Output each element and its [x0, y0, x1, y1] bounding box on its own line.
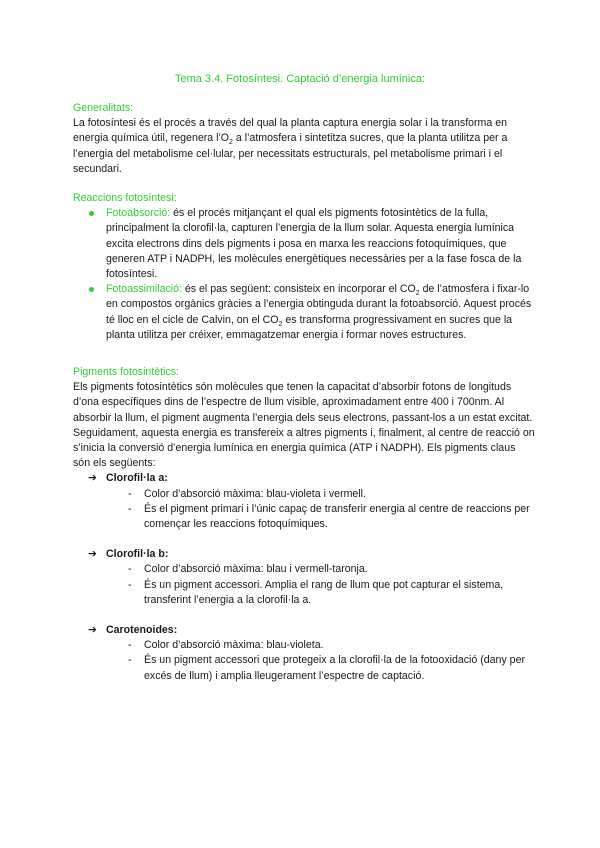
section-reaccions [73, 191, 535, 343]
pigment-heading [73, 623, 535, 638]
list-item [73, 502, 535, 532]
list-item [73, 638, 535, 653]
point-text: És un pigment accessori que protegeix a la clorofil·la de la fotooxidació (dany per excés de llum) i amplia lleugerament l’espectre de captació. [144, 654, 525, 682]
pigment-name: Carotenoides: [106, 624, 178, 637]
bullet-dot-icon [89, 287, 94, 292]
arrow-right-icon: ➔ [88, 548, 97, 561]
pigments-intro: Els pigments fotosintètics són molècules que tenen la capacitat d’absorbir fotons de longituds d’ona específiques dins de l’espectre de llum visible, aproximadament entre 400 i 700nm. Al absorbir la llum, el pigment augmenta l’energia dels seus electrons, passant-los a un estat excitat. Seguidament, aquesta energia es transfereix a altres pigments i, finalment, al centre de reacció on s’inicia la conversió d’energia lumínica en energia química (ATP i NADPH). Els pigments claus són els següents: [73, 381, 535, 470]
dash-icon: - [128, 487, 132, 500]
list-item [73, 562, 535, 577]
point-text: És el pigment primari i l’únic capaç de transferir energia al centre de reaccions per començar les reaccions fotoquímiques. [144, 502, 530, 531]
co2-subscript: 2 [278, 320, 283, 328]
list-item [73, 578, 535, 608]
dash-icon: - [128, 502, 132, 515]
bullet-dot-icon [89, 211, 94, 216]
pigment-points [73, 638, 535, 684]
co2-subscript: 2 [415, 290, 420, 298]
pigment-heading [73, 547, 535, 562]
dash-icon: - [128, 639, 132, 652]
dash-icon: - [128, 654, 132, 667]
pigment-clorofila-a [73, 471, 535, 532]
arrow-right-icon: ➔ [88, 624, 97, 637]
section-generalitats [73, 101, 535, 177]
reaccions-list [73, 206, 535, 343]
fotoassimilacio-text-c: es transforma progressivament en sucres que la planta utilitza per créixer, emmagatzemar energia i formar noves estructures. [106, 313, 513, 341]
dash-icon: - [128, 578, 132, 591]
list-item [73, 487, 535, 502]
pigment-points [73, 562, 535, 608]
page-title: Tema 3.4. Fotosíntesi. Captació d’energia lumínica: [174, 73, 426, 85]
generalitats-text-a: La fotosíntesi és el procés a través del qual la planta captura energia solar i la transforma en energia química útil, regenera l’O [73, 117, 508, 145]
point-text: Color d’absorció màxima: blau-violeta i vermell. [144, 487, 366, 500]
pigment-name: Clorofil·la b: [106, 548, 169, 561]
pigment-carotenoides [73, 623, 535, 684]
pigment-heading [73, 471, 535, 486]
dash-icon: - [128, 563, 132, 576]
list-item-fotoassimilacio [73, 282, 535, 343]
fotoassimilacio-text-a: és el pas següent: consisteix en incorporar el CO [181, 283, 416, 296]
point-text: Color d’absorció màxima: blau i vermell-taronja. [144, 563, 368, 576]
pigment-points [73, 487, 535, 533]
section-pigments [73, 365, 535, 699]
term-fotoassimilacio: Fotoassimilació: [106, 283, 182, 296]
oxygen-subscript: 2 [229, 139, 233, 147]
pigments-heading: Pigments fotosintètics: [73, 366, 179, 378]
arrow-right-icon: ➔ [88, 472, 97, 485]
list-item-fotoabsorcio [73, 206, 535, 282]
point-text: Color d’absorció màxima: blau-violeta. [144, 639, 324, 652]
fotoabsorcio-text: és el procés mitjançant el qual els pigments fotosintètics de la fulla, principalment la clorofil·la, capturen l’energia de la llum solar. Aquesta energia lumínica excita electrons dins dels pigments i posa en marxa les reaccions fotoquímiques, que generen ATP i NADPH, les molècules energètiques necessàries per a la fase fosca de la fotosíntesi. [106, 207, 522, 281]
reaccions-heading: Reaccions fotosíntesi: [73, 192, 177, 204]
fotoassimilacio-text-b: de l’atmosfera i fixar-lo en compostos orgànics gràcies a l’energia obtinguda durant la fotoabsorció. Aquest procés té lloc en el cicle de Calvin, on el CO [106, 283, 532, 326]
term-fotoabsorcio: Fotoabsorció: [106, 207, 171, 220]
pigment-name: Clorofil·la a: [106, 472, 168, 485]
generalitats-text-b: a l’atmosfera i sintetitza sucres, que la planta utilitza per a l’energia del metabolisme cel·lular, per necessitats estructurals, pel metabolisme primari i el secundari. [73, 132, 508, 175]
generalitats-heading: Generalitats: [73, 102, 134, 114]
point-text: És un pigment accessori. Amplia el rang de llum que pot capturar el sistema, transferint l’energia a la clorofil·la a. [144, 578, 504, 606]
pigment-clorofila-b [73, 547, 535, 608]
generalitats-paragraph [73, 116, 535, 177]
list-item [73, 653, 535, 683]
